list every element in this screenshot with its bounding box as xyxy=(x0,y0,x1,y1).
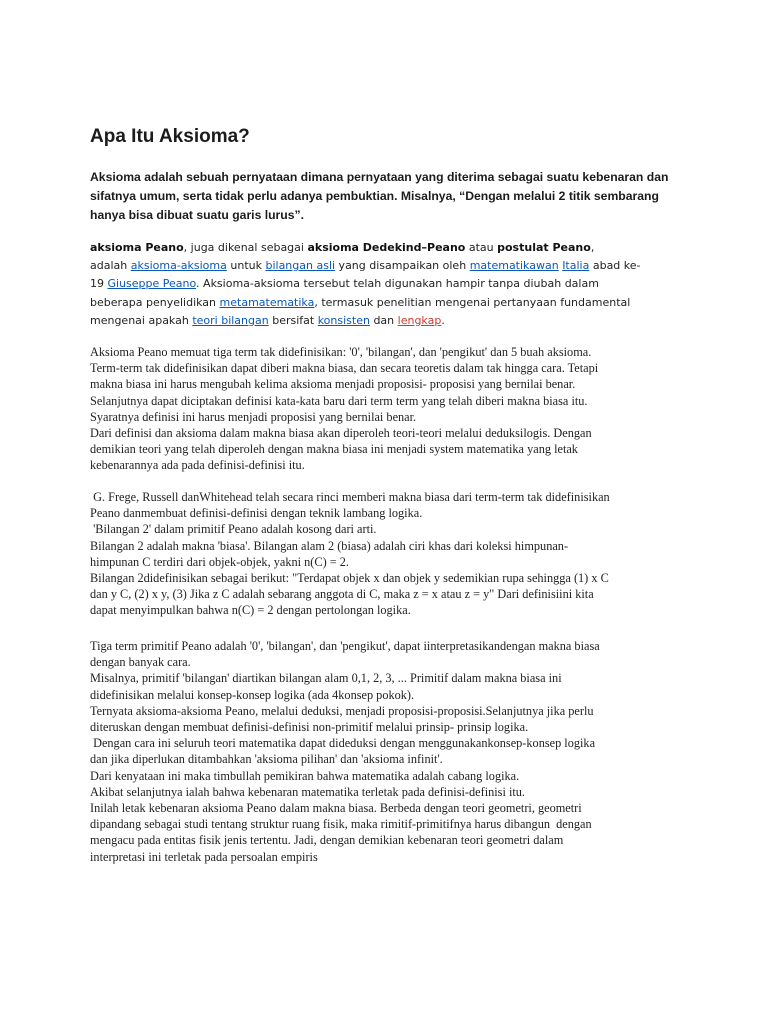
intro-line: hanya bisa dibuat suatu garis lurus”. xyxy=(90,208,305,222)
text-line: himpunan C terdiri dari objek-objek, yakni n(C) = 2. xyxy=(90,554,349,569)
term-aksioma-peano: aksioma Peano xyxy=(90,241,184,254)
intro-paragraph xyxy=(90,168,678,225)
text-line: Aksioma Peano memuat tiga term tak didefinisikan: '0', 'bilangan', dan 'pengikut' dan 5 buah aksioma. xyxy=(90,345,592,359)
link-konsisten[interactable]: konsisten xyxy=(317,313,370,327)
text-line: mengacu pada entitas fisik jenis tertentu. Jadi, dengan demikian kebenaran teori geometri dalam xyxy=(90,833,564,848)
intro-line: sifatnya umum, serta tidak perlu adanya pembuktian. Misalnya, “Dengan melalui 2 titik sembarang xyxy=(90,189,659,203)
text-line: Akibat selanjutnya ialah bahwa kebenaran matematika terletak pada definisi-definisi itu. xyxy=(90,784,526,799)
term-postulat-peano: postulat Peano xyxy=(497,241,591,254)
link-giuseppe-peano[interactable]: Giuseppe Peano xyxy=(107,277,197,291)
text-line: Ternyata aksioma-aksioma Peano, melalui deduksi, menjadi proposisi-proposisi.Selanjutnya jika perlu xyxy=(90,703,594,718)
text-line: dan jika diperlukan ditambahkan 'aksioma pilihan' dan 'aksioma infinit'. xyxy=(90,752,443,767)
text-line: dengan banyak cara. xyxy=(90,655,191,670)
text-line: Dari definisi dan aksioma dalam makna biasa akan diperoleh teori-teori melalui deduksilogis. Dengan xyxy=(90,426,592,441)
text-line: Peano danmembuat definisi-definisi dengan teknik lambang logika. xyxy=(90,506,423,521)
text-line: Dengan cara ini seluruh teori matematika dapat dideduksi dengan menggunakankonsep-konsep logika xyxy=(90,736,596,751)
text-line: G. Frege, Russell danWhitehead telah secara rinci memberi makna biasa dari term-term tak didefinisikan xyxy=(90,490,610,504)
peano-line: adalah aksioma-aksioma untuk bilangan asli yang disampaikan oleh matematikawan Italia abad ke- xyxy=(90,259,641,273)
text-line: dan y C, (2) x y, (3) Jika z C adalah sebarang anggota di C, maka z = x atau z = y" Dari definisiini kita xyxy=(90,587,594,602)
link-metamatematika[interactable]: metamatematika xyxy=(219,295,315,309)
page-title: Apa Itu Aksioma? xyxy=(90,126,250,147)
text-line: interpretasi ini terletak pada persoalan empiris xyxy=(90,849,318,864)
section-paragraph-1 xyxy=(90,344,690,474)
link-lengkap[interactable]: lengkap xyxy=(397,313,442,327)
link-teori-bilangan[interactable]: teori bilangan xyxy=(192,313,269,327)
text-line: kebenarannya ada pada definisi-definisi itu. xyxy=(90,458,305,473)
text-line: Selanjutnya dapat diciptakan definisi kata-kata baru dari term term yang telah diberi makna biasa itu. xyxy=(90,393,588,408)
text-line: Bilangan 2 adalah makna 'biasa'. Bilangan alam 2 (biasa) adalah ciri khas dari koleksi himpunan- xyxy=(90,538,569,553)
peano-line: mengenai apakah teori bilangan bersifat konsisten dan lengkap. xyxy=(90,313,445,327)
peano-line: 19 Giuseppe Peano. Aksioma-aksioma tersebut telah digunakan hampir tanpa diubah dalam xyxy=(90,277,599,291)
text-line: Tiga term primitif Peano adalah '0', 'bilangan', dan 'pengikut', dapat iinterpretasikandengan makna biasa xyxy=(90,639,600,653)
text-line: Syaratnya definisi ini harus menjadi proposisi yang bernilai benar. xyxy=(90,409,417,424)
peano-line: aksioma Peano, juga dikenal sebagai aksioma Dedekind–Peano atau postulat Peano, xyxy=(90,241,595,254)
text-line: Misalnya, primitif 'bilangan' diartikan bilangan alam 0,1, 2, 3, ... Primitif dalam makna biasa ini xyxy=(90,671,562,686)
text-line: Term-term tak didefinisikan dapat diberi makna biasa, dan secara teoretis dalam tak hingga cara. Tetapi xyxy=(90,361,599,376)
term-aksioma-dedekind-peano: aksioma Dedekind–Peano xyxy=(307,241,466,254)
text-line: Dari kenyataan ini maka timbullah pemikiran bahwa matematika adalah cabang logika. xyxy=(90,768,520,783)
text-line: dipandang sebagai studi tentang struktur ruang fisik, maka rimitif-primitifnya harus dibangun dengan xyxy=(90,817,592,832)
peano-paragraph xyxy=(90,239,678,330)
link-aksioma-aksioma[interactable]: aksioma-aksioma xyxy=(130,259,227,273)
link-matematikawan[interactable]: matematikawan xyxy=(469,259,559,273)
text-line: Bilangan 2didefinisikan sebagai berikut: "Terdapat objek x dan objek y sedemikian rupa sehingga (1) x C xyxy=(90,571,609,586)
text-line: 'Bilangan 2' dalam primitif Peano adalah kosong dari arti. xyxy=(90,522,377,537)
link-italia[interactable]: Italia xyxy=(562,259,590,273)
text-line: makna biasa ini harus mengubah kelima aksioma menjadi proposisi- proposisi yang bernilai benar. xyxy=(90,377,576,392)
intro-line: Aksioma adalah sebuah pernyataan dimana pernyataan yang diterima sebagai suatu kebenaran dan xyxy=(90,170,669,184)
link-bilangan-asli[interactable]: bilangan asli xyxy=(265,259,336,273)
text-line: Inilah letak kebenaran aksioma Peano dalam makna biasa. Berbeda dengan teori geometri, geometri xyxy=(90,801,582,816)
text-line: demikian teori yang telah diperoleh dengan makna biasa ini menjadi system matematika yang letak xyxy=(90,442,578,457)
section-paragraph-2 xyxy=(90,489,690,619)
peano-line: beberapa penyelidikan metamatematika, termasuk penelitian mengenai pertanyaan fundamental xyxy=(90,295,631,309)
text-line: dapat menyimpulkan bahwa n(C) = 2 dengan pertolongan logika. xyxy=(90,603,411,618)
text-line: diteruskan dengan membuat definisi-definisi non-primitif melalui prinsip- prinsip logika. xyxy=(90,720,529,735)
text-line: didefinisikan melalui konsep-konsep logika (ada 4konsep pokok). xyxy=(90,687,415,702)
section-paragraph-3 xyxy=(90,638,690,865)
